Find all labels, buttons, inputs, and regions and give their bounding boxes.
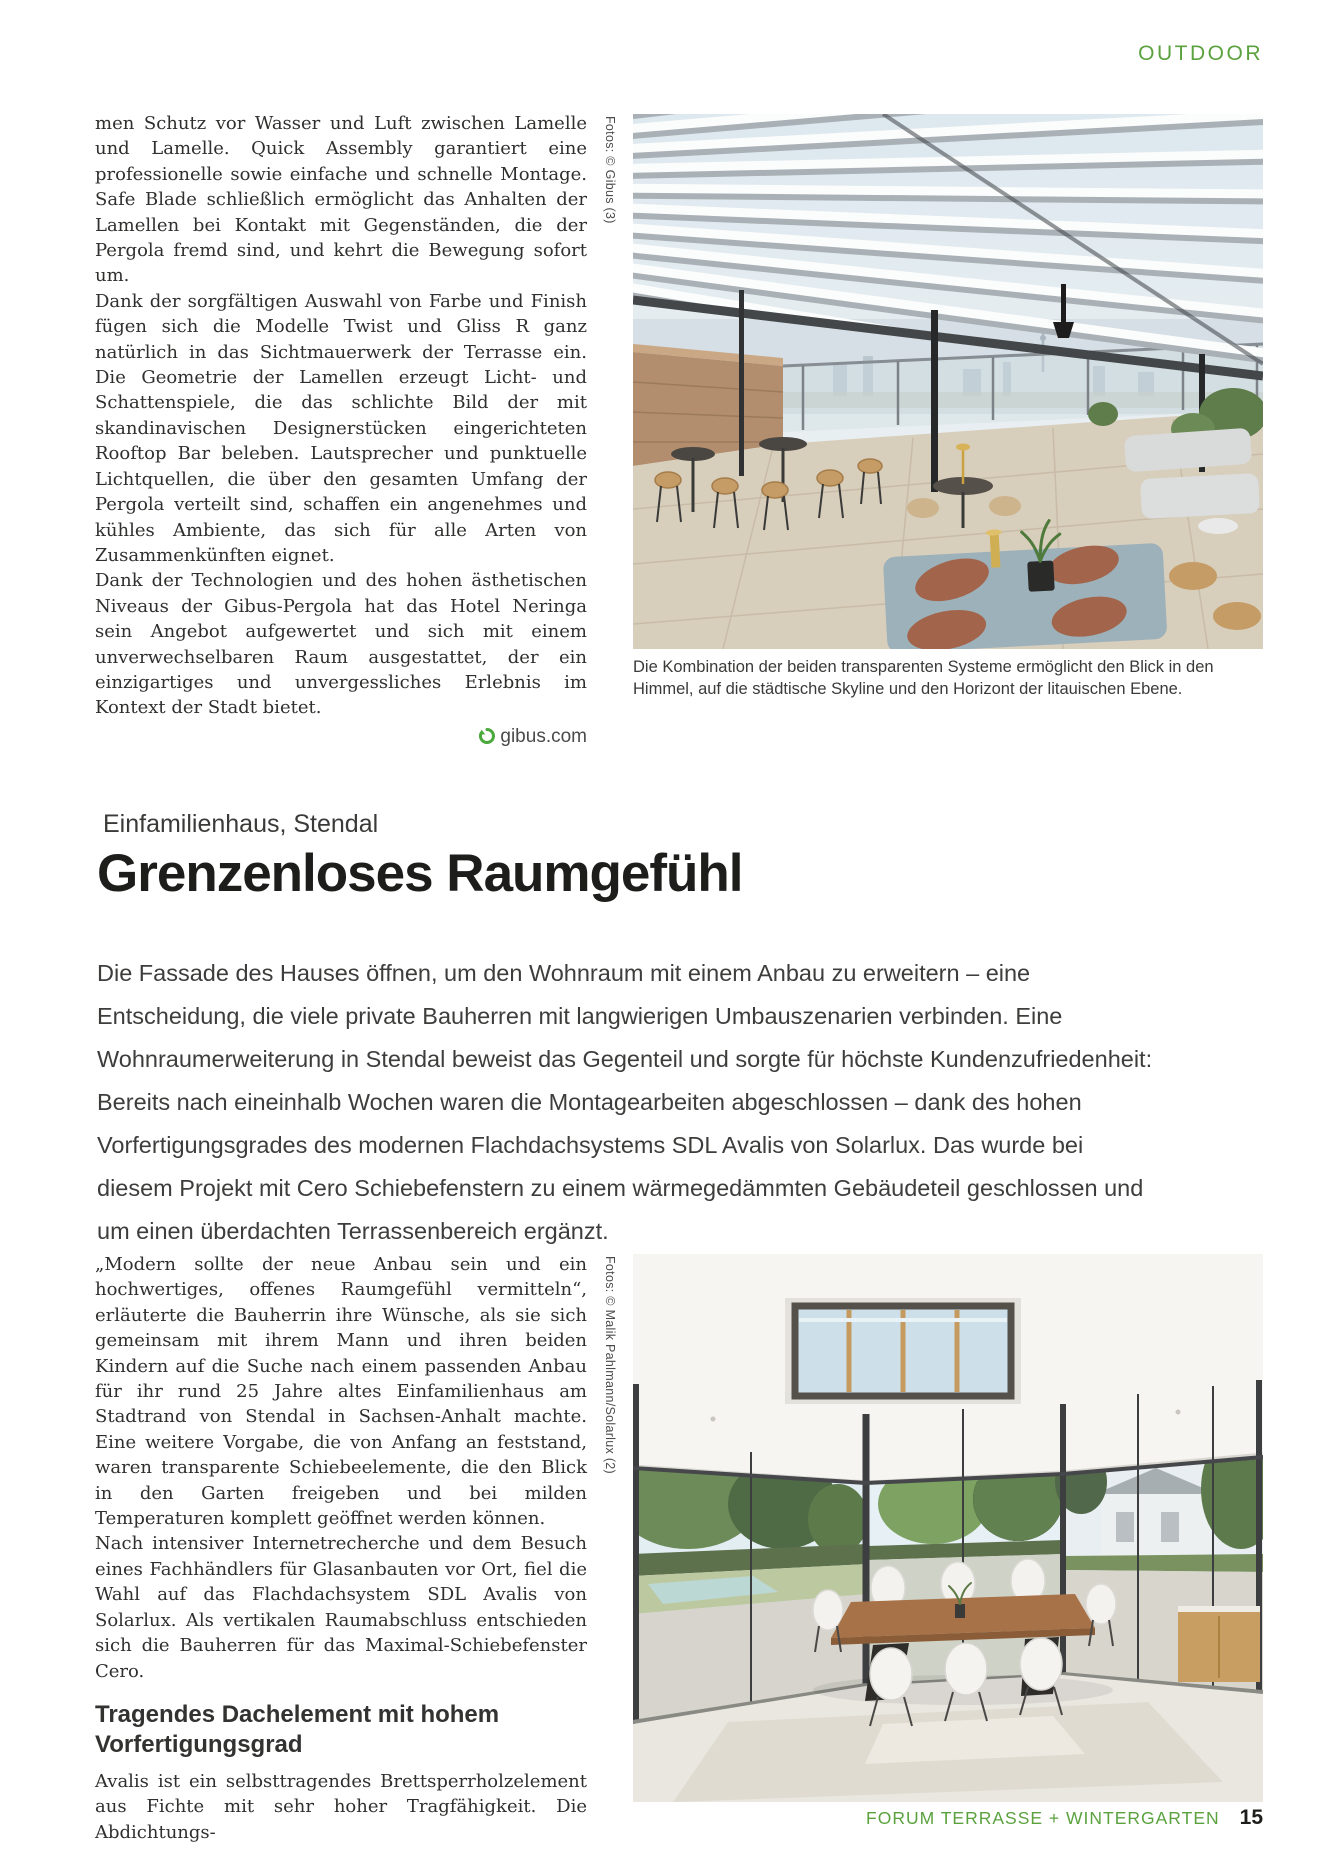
article-2-paragraph: Nach intensiver Internetrecherche und dem Besuch eines Fachhändlers für Glasanbauten vor Ort, fiel die Wahl auf das Flachdachsystem SDL Avalis von Solarlux. Als vertikalen Raumabschluss entschieden sich die Bauherren für das Maximal-Schiebefenster Cero. — [95, 1533, 587, 1682]
article-2-paragraph: „Modern sollte der neue Anbau sein und ein hochwertiges, offenes Raumgefühl vermitteln“, erläuterte die Bauherrin ihre Wünsche, als sie sich gemeinsam mit ihrem Mann und ihren beiden Kindern auf die Suche nach einem passenden Anbau für ihr rund 25 Jahre altes Einfamilienhaus am Stadtrand von Stendal in Sachsen-Anhalt machte. Eine weitere Vorgabe, die von Anfang an feststand, waren transparente Schiebeelemente, die den Blick in den Garten freigeben und bei milden Temperaturen komplett geöffnet werden können. — [95, 1254, 587, 1530]
pergola-rooftop-photo — [633, 114, 1263, 649]
circular-arrow-icon — [479, 726, 495, 751]
wintergarten-photo-illustration — [633, 1254, 1263, 1802]
article-1-paragraph: men Schutz vor Wasser und Luft zwischen Lamelle und Lamelle. Quick Assembly garantiert eine professionelle sowie einfache und schnelle Montage. Safe Blade schließlich ermöglicht das Anhalten der Lamellen bei Kontakt mit Gegenständen, die der Pergola fremd sind, und kehrt die Bewegung sofort um. — [95, 113, 587, 287]
photo-1-caption: Die Kombination der beiden transparenten Systeme ermöglicht den Blick in den Himmel, auf die städtische Skyline und den Horizont der litauischen Ebene. — [633, 658, 1214, 698]
article-2-text-column — [95, 1252, 587, 1845]
article-2-headline: Grenzenloses Raumgefühl — [97, 844, 743, 903]
wintergarten-interior-photo — [633, 1254, 1263, 1802]
photo-2-credit: Fotos: © Malik Pahlmann/Solarlux (2) — [603, 1256, 617, 1475]
article-1-paragraph: Dank der sorgfältigen Auswahl von Farbe und Finish fügen sich die Modelle Twist und Gliss R ganz natürlich in das Sichtmauerwerk der Terrasse ein. Die Geometrie der Lamellen erzeugt Licht- und Schattenspiele, die das schlichte Bild der mit skandinavischen Designerstücken eingerichteten Rooftop Bar beleben. Lautsprecher und punktuelle Lichtquellen, die über den gesamten Umfang der Pergola verteilt sind, schaffen ein angenehmes und kühles Ambiente, das sich für alle Arten von Zusammenkünften eignet. — [95, 290, 587, 566]
page-footer — [866, 1806, 1263, 1830]
gibus-link[interactable]: gibus.com — [500, 725, 587, 747]
article-1-paragraph: Dank der Technologien und des hohen ästhetischen Niveaus der Gibus-Pergola hat das Hotel Neringa sein Angebot aufgewertet und sich mit einem unverwechselbaren Raum ausgestattet, der ein einzigartiges und unvergessliches Erlebnis im Kontext der Stadt bietet. — [95, 570, 587, 719]
photo-1-credit: Fotos: © Gibus (3) — [603, 116, 617, 224]
page-number: 15 — [1239, 1806, 1263, 1829]
section-label: OUTDOOR — [1138, 42, 1263, 65]
article-2-lead: Die Fassade des Hauses öffnen, um den Wohnraum mit einem Anbau zu erweitern – eine Entscheidung, die viele private Bauherren mit langwierigen Umbauszenarien verbinden. Eine Wohnraumerweiterung in Stendal beweist das Gegenteil und sorgte für höchste Kundenzufriedenheit: Bereits nach eineinhalb Wochen waren die Montagearbeiten abgeschlossen – dank des hohen Vorfertigungsgrades des modernen Flachdachsystems SDL Avalis von Solarlux. Das wurde bei diesem Projekt mit Cero Schiebefenstern zu einem wärmegedämmten Gebäudeteil geschlossen und um einen überdachten Terrassenbereich ergänzt. — [97, 960, 1153, 1244]
article-1-text-column — [95, 111, 587, 751]
pergola-photo-illustration — [633, 114, 1263, 649]
article-1-link-row — [95, 724, 587, 751]
magazine-title: FORUM TERRASSE + WINTERGARTEN — [866, 1808, 1220, 1828]
article-2-subheading: Tragendes Dachelement mit hohem Vorfertigungsgrad — [95, 1700, 500, 1758]
article-2-paragraph: Avalis ist ein selbsttragendes Brettsperrholzelement aus Fichte mit sehr hoher Tragfähigkeit. Die Abdichtungs- — [95, 1770, 587, 1843]
article-2-kicker: Einfamilienhaus, Stendal — [103, 810, 379, 838]
